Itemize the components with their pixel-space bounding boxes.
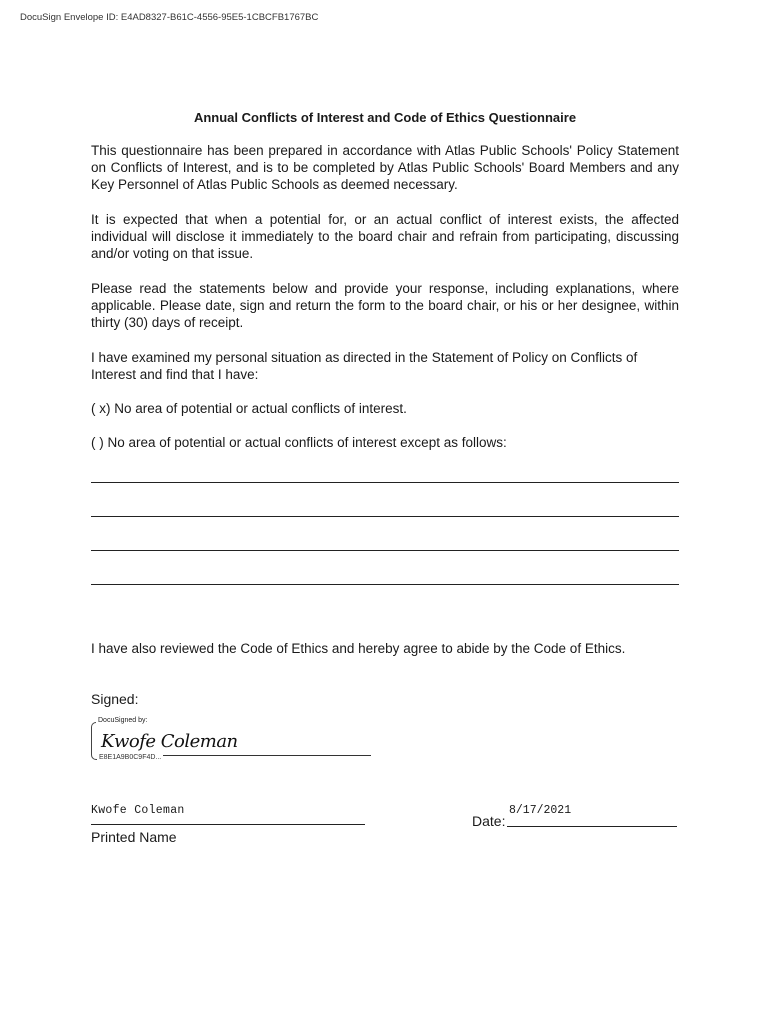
docusign-signature-block: [91, 717, 371, 761]
date-label: Date:: [472, 813, 506, 829]
explanation-line-1[interactable]: [91, 482, 679, 483]
explanation-line-4[interactable]: [91, 584, 679, 585]
option-label: No area of potential or actual conflicts of interest.: [114, 401, 407, 416]
intro-paragraph: This questionnaire has been prepared in accordance with Atlas Public Schools' Policy Statement on Conflicts of Interest, and is to be completed by Atlas Public Schools' Board Members and any Key Personnel of Atlas Public Schools as deemed necessary.: [91, 143, 679, 192]
option-checkbox-mark[interactable]: ( ): [91, 435, 104, 450]
expected-paragraph: It is expected that when a potential for, or an actual conflict of interest exists, the affected individual will disclose it immediately to the board chair and refrain from participating, discussing and/or voting on that issue.: [91, 212, 679, 261]
printed-name-line[interactable]: [91, 824, 365, 825]
page-title: Annual Conflicts of Interest and Code of Ethics Questionnaire: [193, 110, 577, 125]
docusign-envelope-id: DocuSign Envelope ID: E4AD8327-B61C-4556-95E5-1CBCFB1767BC: [20, 12, 319, 23]
docusign-signer-id: E8E1A9B0C9F4D...: [99, 754, 162, 761]
date-value: 8/17/2021: [509, 804, 572, 817]
printed-name-label: Printed Name: [91, 829, 177, 845]
printed-name-value: Kwofe Coleman: [91, 804, 185, 817]
docusigned-by-label: DocuSigned by:: [98, 717, 148, 724]
option-conflicts-except[interactable]: [91, 435, 507, 450]
instructions-paragraph: Please read the statements below and provide your response, including explanations, where applicable. Please date, sign and return the form to the board chair, or his or her designee, within thirty (30) days of receipt.: [91, 281, 679, 330]
explanation-line-2[interactable]: [91, 516, 679, 517]
option-label: No area of potential or actual conflicts of interest except as follows:: [107, 435, 507, 450]
handwritten-signature: Kwofe Coleman: [101, 731, 238, 752]
option-no-conflicts[interactable]: [91, 401, 407, 416]
option-checkbox-mark[interactable]: ( x): [91, 401, 111, 416]
explanation-line-3[interactable]: [91, 550, 679, 551]
signed-label: Signed:: [91, 691, 139, 707]
examined-paragraph: I have examined my personal situation as directed in the Statement of Policy on Conflicts of Interest and find that I have:: [91, 350, 638, 382]
ethics-statement: I have also reviewed the Code of Ethics and hereby agree to abide by the Code of Ethics.: [91, 641, 626, 656]
date-line[interactable]: [507, 826, 677, 827]
